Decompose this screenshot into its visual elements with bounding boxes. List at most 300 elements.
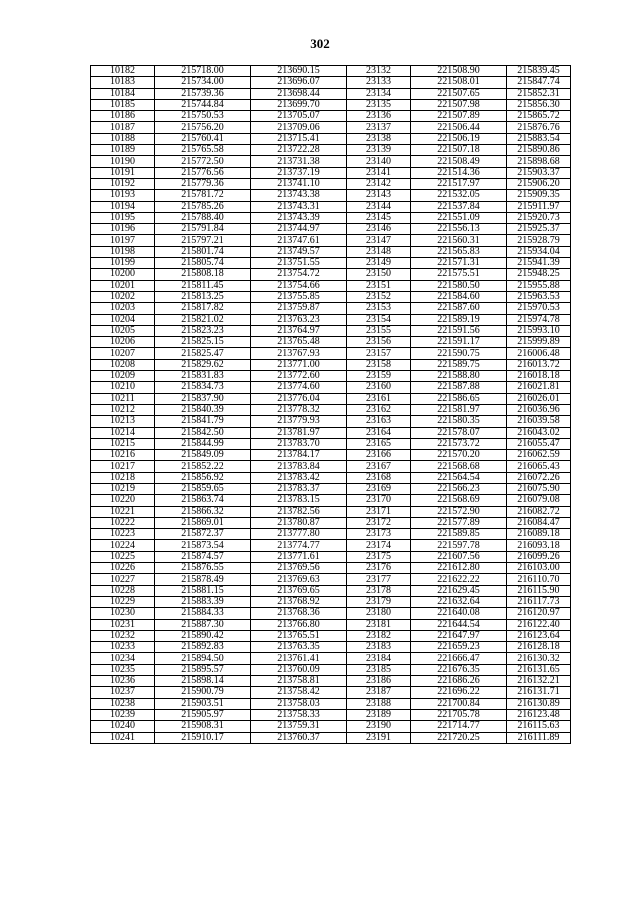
y-coordinate-right-cell: 215948.25 <box>507 269 571 280</box>
x-coordinate-left-cell: 215844.99 <box>155 438 251 449</box>
y-coordinate-left-cell: 213741.10 <box>251 178 347 189</box>
y-coordinate-left-cell: 213783.84 <box>251 461 347 472</box>
point-number-right-cell: 23140 <box>347 156 411 167</box>
table-row <box>91 133 571 144</box>
point-number-left-cell: 10209 <box>91 371 155 382</box>
point-number-right-cell: 23165 <box>347 438 411 449</box>
table-row <box>91 619 571 630</box>
point-number-left-cell: 10226 <box>91 563 155 574</box>
table-row <box>91 472 571 483</box>
y-coordinate-left-cell: 213709.06 <box>251 122 347 133</box>
point-number-right-cell: 23134 <box>347 88 411 99</box>
x-coordinate-right-cell: 221508.01 <box>411 77 507 88</box>
x-coordinate-right-cell: 221560.31 <box>411 235 507 246</box>
x-coordinate-left-cell: 215750.53 <box>155 111 251 122</box>
point-number-right-cell: 23171 <box>347 506 411 517</box>
x-coordinate-left-cell: 215834.73 <box>155 382 251 393</box>
x-coordinate-right-cell: 221591.17 <box>411 337 507 348</box>
table-row <box>91 698 571 709</box>
table-row <box>91 642 571 653</box>
x-coordinate-left-cell: 215765.58 <box>155 145 251 156</box>
y-coordinate-right-cell: 216043.02 <box>507 427 571 438</box>
x-coordinate-right-cell: 221575.51 <box>411 269 507 280</box>
y-coordinate-right-cell: 215876.76 <box>507 122 571 133</box>
point-number-right-cell: 23190 <box>347 721 411 732</box>
y-coordinate-left-cell: 213722.28 <box>251 145 347 156</box>
point-number-right-cell: 23175 <box>347 551 411 562</box>
x-coordinate-right-cell: 221566.23 <box>411 483 507 494</box>
y-coordinate-right-cell: 216021.81 <box>507 382 571 393</box>
point-number-left-cell: 10215 <box>91 438 155 449</box>
x-coordinate-left-cell: 215849.09 <box>155 450 251 461</box>
x-coordinate-right-cell: 221532.05 <box>411 190 507 201</box>
y-coordinate-right-cell: 215906.20 <box>507 178 571 189</box>
x-coordinate-right-cell: 221597.78 <box>411 540 507 551</box>
x-coordinate-right-cell: 221590.75 <box>411 348 507 359</box>
x-coordinate-right-cell: 221589.75 <box>411 359 507 370</box>
point-number-left-cell: 10211 <box>91 393 155 404</box>
y-coordinate-right-cell: 215911.97 <box>507 201 571 212</box>
y-coordinate-left-cell: 213769.65 <box>251 585 347 596</box>
x-coordinate-left-cell: 215881.15 <box>155 585 251 596</box>
table-row <box>91 732 571 743</box>
y-coordinate-right-cell: 216130.32 <box>507 653 571 664</box>
table-row <box>91 77 571 88</box>
point-number-left-cell: 10192 <box>91 178 155 189</box>
x-coordinate-right-cell: 221578.07 <box>411 427 507 438</box>
x-coordinate-right-cell: 221508.49 <box>411 156 507 167</box>
y-coordinate-right-cell: 216123.64 <box>507 630 571 641</box>
x-coordinate-left-cell: 215801.74 <box>155 246 251 257</box>
y-coordinate-right-cell: 215847.74 <box>507 77 571 88</box>
point-number-right-cell: 23188 <box>347 698 411 709</box>
table-row <box>91 359 571 370</box>
point-number-left-cell: 10184 <box>91 88 155 99</box>
point-number-right-cell: 23177 <box>347 574 411 585</box>
x-coordinate-left-cell: 215884.33 <box>155 608 251 619</box>
point-number-left-cell: 10203 <box>91 303 155 314</box>
y-coordinate-left-cell: 213715.41 <box>251 133 347 144</box>
x-coordinate-right-cell: 221564.54 <box>411 472 507 483</box>
y-coordinate-left-cell: 213768.36 <box>251 608 347 619</box>
x-coordinate-left-cell: 215856.92 <box>155 472 251 483</box>
y-coordinate-right-cell: 215934.04 <box>507 246 571 257</box>
x-coordinate-left-cell: 215813.25 <box>155 291 251 302</box>
x-coordinate-left-cell: 215808.18 <box>155 269 251 280</box>
point-number-right-cell: 23145 <box>347 212 411 223</box>
y-coordinate-left-cell: 213758.03 <box>251 698 347 709</box>
x-coordinate-right-cell: 221570.20 <box>411 450 507 461</box>
point-number-right-cell: 23186 <box>347 676 411 687</box>
y-coordinate-left-cell: 213743.31 <box>251 201 347 212</box>
y-coordinate-right-cell: 215898.68 <box>507 156 571 167</box>
point-number-left-cell: 10214 <box>91 427 155 438</box>
x-coordinate-left-cell: 215908.31 <box>155 721 251 732</box>
y-coordinate-right-cell: 215955.88 <box>507 280 571 291</box>
y-coordinate-right-cell: 216075.90 <box>507 483 571 494</box>
y-coordinate-left-cell: 213783.42 <box>251 472 347 483</box>
point-number-right-cell: 23162 <box>347 404 411 415</box>
table-row <box>91 246 571 257</box>
x-coordinate-right-cell: 221556.13 <box>411 224 507 235</box>
x-coordinate-left-cell: 215876.55 <box>155 563 251 574</box>
point-number-right-cell: 23147 <box>347 235 411 246</box>
x-coordinate-right-cell: 221589.19 <box>411 314 507 325</box>
point-number-right-cell: 23189 <box>347 709 411 720</box>
y-coordinate-left-cell: 213769.63 <box>251 574 347 585</box>
y-coordinate-right-cell: 215941.39 <box>507 258 571 269</box>
y-coordinate-left-cell: 213760.09 <box>251 664 347 675</box>
y-coordinate-right-cell: 216084.47 <box>507 517 571 528</box>
y-coordinate-right-cell: 216131.71 <box>507 687 571 698</box>
table-row <box>91 303 571 314</box>
x-coordinate-left-cell: 215873.54 <box>155 540 251 551</box>
point-number-right-cell: 23185 <box>347 664 411 675</box>
x-coordinate-right-cell: 221565.83 <box>411 246 507 257</box>
y-coordinate-left-cell: 213699.70 <box>251 99 347 110</box>
point-number-left-cell: 10185 <box>91 99 155 110</box>
y-coordinate-left-cell: 213690.15 <box>251 66 347 77</box>
y-coordinate-right-cell: 216062.59 <box>507 450 571 461</box>
table-row <box>91 201 571 212</box>
point-number-left-cell: 10232 <box>91 630 155 641</box>
point-number-right-cell: 23176 <box>347 563 411 574</box>
x-coordinate-left-cell: 215825.47 <box>155 348 251 359</box>
point-number-left-cell: 10210 <box>91 382 155 393</box>
x-coordinate-right-cell: 221607.56 <box>411 551 507 562</box>
x-coordinate-left-cell: 215744.84 <box>155 99 251 110</box>
point-number-right-cell: 23180 <box>347 608 411 619</box>
x-coordinate-left-cell: 215791.84 <box>155 224 251 235</box>
x-coordinate-left-cell: 215840.39 <box>155 404 251 415</box>
point-number-right-cell: 23173 <box>347 529 411 540</box>
x-coordinate-right-cell: 221666.47 <box>411 653 507 664</box>
y-coordinate-left-cell: 213743.39 <box>251 212 347 223</box>
point-number-right-cell: 23166 <box>347 450 411 461</box>
point-number-right-cell: 23179 <box>347 596 411 607</box>
x-coordinate-right-cell: 221517.97 <box>411 178 507 189</box>
y-coordinate-left-cell: 213754.66 <box>251 280 347 291</box>
y-coordinate-right-cell: 216082.72 <box>507 506 571 517</box>
x-coordinate-right-cell: 221580.50 <box>411 280 507 291</box>
point-number-left-cell: 10221 <box>91 506 155 517</box>
table-row <box>91 574 571 585</box>
table-row <box>91 258 571 269</box>
x-coordinate-left-cell: 215785.26 <box>155 201 251 212</box>
x-coordinate-left-cell: 215883.39 <box>155 596 251 607</box>
point-number-left-cell: 10213 <box>91 416 155 427</box>
x-coordinate-right-cell: 221696.22 <box>411 687 507 698</box>
table-row <box>91 325 571 336</box>
point-number-left-cell: 10234 <box>91 653 155 664</box>
y-coordinate-left-cell: 213774.60 <box>251 382 347 393</box>
y-coordinate-left-cell: 213755.85 <box>251 291 347 302</box>
point-number-right-cell: 23164 <box>347 427 411 438</box>
x-coordinate-right-cell: 221676.35 <box>411 664 507 675</box>
table-row <box>91 382 571 393</box>
x-coordinate-right-cell: 221714.77 <box>411 721 507 732</box>
x-coordinate-left-cell: 215772.50 <box>155 156 251 167</box>
y-coordinate-right-cell: 216128.18 <box>507 642 571 653</box>
y-coordinate-right-cell: 215903.37 <box>507 167 571 178</box>
point-number-left-cell: 10241 <box>91 732 155 743</box>
point-number-left-cell: 10219 <box>91 483 155 494</box>
x-coordinate-right-cell: 221568.69 <box>411 495 507 506</box>
x-coordinate-right-cell: 221647.97 <box>411 630 507 641</box>
point-number-left-cell: 10205 <box>91 325 155 336</box>
x-coordinate-left-cell: 215788.40 <box>155 212 251 223</box>
y-coordinate-right-cell: 216013.72 <box>507 359 571 370</box>
point-number-right-cell: 23156 <box>347 337 411 348</box>
table-row <box>91 495 571 506</box>
coordinates-table <box>90 65 571 744</box>
x-coordinate-left-cell: 215895.57 <box>155 664 251 675</box>
x-coordinate-right-cell: 221551.09 <box>411 212 507 223</box>
table-row <box>91 314 571 325</box>
x-coordinate-right-cell: 221572.90 <box>411 506 507 517</box>
x-coordinate-right-cell: 221577.89 <box>411 517 507 528</box>
y-coordinate-right-cell: 215839.45 <box>507 66 571 77</box>
point-number-left-cell: 10191 <box>91 167 155 178</box>
x-coordinate-right-cell: 221508.90 <box>411 66 507 77</box>
y-coordinate-left-cell: 213705.07 <box>251 111 347 122</box>
point-number-left-cell: 10187 <box>91 122 155 133</box>
y-coordinate-right-cell: 216115.63 <box>507 721 571 732</box>
y-coordinate-left-cell: 213744.97 <box>251 224 347 235</box>
y-coordinate-left-cell: 213780.87 <box>251 517 347 528</box>
x-coordinate-right-cell: 221632.64 <box>411 596 507 607</box>
y-coordinate-right-cell: 216110.70 <box>507 574 571 585</box>
x-coordinate-left-cell: 215779.36 <box>155 178 251 189</box>
point-number-right-cell: 23142 <box>347 178 411 189</box>
table-row <box>91 269 571 280</box>
table-row <box>91 630 571 641</box>
point-number-right-cell: 23144 <box>347 201 411 212</box>
y-coordinate-right-cell: 216103.00 <box>507 563 571 574</box>
y-coordinate-right-cell: 216111.89 <box>507 732 571 743</box>
x-coordinate-left-cell: 215776.56 <box>155 167 251 178</box>
table-row <box>91 235 571 246</box>
coordinates-table-body <box>91 66 571 744</box>
y-coordinate-left-cell: 213777.80 <box>251 529 347 540</box>
point-number-left-cell: 10208 <box>91 359 155 370</box>
x-coordinate-left-cell: 215823.23 <box>155 325 251 336</box>
table-row <box>91 291 571 302</box>
x-coordinate-left-cell: 215821.02 <box>155 314 251 325</box>
y-coordinate-left-cell: 213758.33 <box>251 709 347 720</box>
y-coordinate-left-cell: 213776.04 <box>251 393 347 404</box>
point-number-right-cell: 23153 <box>347 303 411 314</box>
y-coordinate-right-cell: 216039.58 <box>507 416 571 427</box>
point-number-left-cell: 10204 <box>91 314 155 325</box>
point-number-right-cell: 23174 <box>347 540 411 551</box>
x-coordinate-left-cell: 215842.50 <box>155 427 251 438</box>
point-number-left-cell: 10235 <box>91 664 155 675</box>
y-coordinate-left-cell: 213778.32 <box>251 404 347 415</box>
point-number-right-cell: 23154 <box>347 314 411 325</box>
y-coordinate-left-cell: 213766.80 <box>251 619 347 630</box>
point-number-left-cell: 10218 <box>91 472 155 483</box>
point-number-left-cell: 10233 <box>91 642 155 653</box>
table-row <box>91 111 571 122</box>
point-number-right-cell: 23143 <box>347 190 411 201</box>
x-coordinate-right-cell: 221507.98 <box>411 99 507 110</box>
table-row <box>91 563 571 574</box>
x-coordinate-left-cell: 215805.74 <box>155 258 251 269</box>
point-number-right-cell: 23138 <box>347 133 411 144</box>
x-coordinate-right-cell: 221581.97 <box>411 404 507 415</box>
table-row <box>91 438 571 449</box>
x-coordinate-right-cell: 221629.45 <box>411 585 507 596</box>
table-row <box>91 608 571 619</box>
table-row <box>91 122 571 133</box>
table-row <box>91 280 571 291</box>
y-coordinate-left-cell: 213737.19 <box>251 167 347 178</box>
point-number-right-cell: 23152 <box>347 291 411 302</box>
x-coordinate-right-cell: 221612.80 <box>411 563 507 574</box>
point-number-right-cell: 23158 <box>347 359 411 370</box>
table-row <box>91 676 571 687</box>
point-number-right-cell: 23151 <box>347 280 411 291</box>
y-coordinate-left-cell: 213759.31 <box>251 721 347 732</box>
point-number-left-cell: 10198 <box>91 246 155 257</box>
y-coordinate-right-cell: 216120.97 <box>507 608 571 619</box>
table-row <box>91 145 571 156</box>
y-coordinate-left-cell: 213743.38 <box>251 190 347 201</box>
point-number-right-cell: 23184 <box>347 653 411 664</box>
y-coordinate-left-cell: 213783.15 <box>251 495 347 506</box>
table-row <box>91 224 571 235</box>
point-number-left-cell: 10236 <box>91 676 155 687</box>
y-coordinate-left-cell: 213764.97 <box>251 325 347 336</box>
x-coordinate-left-cell: 215760.41 <box>155 133 251 144</box>
x-coordinate-left-cell: 215894.50 <box>155 653 251 664</box>
point-number-right-cell: 23187 <box>347 687 411 698</box>
y-coordinate-right-cell: 216093.18 <box>507 540 571 551</box>
point-number-left-cell: 10228 <box>91 585 155 596</box>
x-coordinate-right-cell: 221720.25 <box>411 732 507 743</box>
table-row <box>91 178 571 189</box>
y-coordinate-left-cell: 213782.56 <box>251 506 347 517</box>
point-number-left-cell: 10186 <box>91 111 155 122</box>
x-coordinate-right-cell: 221573.72 <box>411 438 507 449</box>
point-number-left-cell: 10227 <box>91 574 155 585</box>
point-number-left-cell: 10229 <box>91 596 155 607</box>
point-number-left-cell: 10201 <box>91 280 155 291</box>
y-coordinate-right-cell: 215974.78 <box>507 314 571 325</box>
y-coordinate-left-cell: 213698.44 <box>251 88 347 99</box>
point-number-right-cell: 23167 <box>347 461 411 472</box>
table-row <box>91 596 571 607</box>
table-row <box>91 337 571 348</box>
y-coordinate-left-cell: 213758.81 <box>251 676 347 687</box>
x-coordinate-left-cell: 215903.51 <box>155 698 251 709</box>
page-number: 302 <box>310 36 330 51</box>
x-coordinate-right-cell: 221506.19 <box>411 133 507 144</box>
table-row <box>91 653 571 664</box>
x-coordinate-right-cell: 221507.89 <box>411 111 507 122</box>
point-number-right-cell: 23149 <box>347 258 411 269</box>
point-number-left-cell: 10193 <box>91 190 155 201</box>
point-number-right-cell: 23150 <box>347 269 411 280</box>
table-row <box>91 506 571 517</box>
x-coordinate-left-cell: 215811.45 <box>155 280 251 291</box>
point-number-right-cell: 23169 <box>347 483 411 494</box>
point-number-right-cell: 23172 <box>347 517 411 528</box>
y-coordinate-left-cell: 213767.93 <box>251 348 347 359</box>
y-coordinate-left-cell: 213761.41 <box>251 653 347 664</box>
x-coordinate-left-cell: 215829.62 <box>155 359 251 370</box>
y-coordinate-right-cell: 216018.18 <box>507 371 571 382</box>
y-coordinate-right-cell: 215883.54 <box>507 133 571 144</box>
y-coordinate-right-cell: 216089.18 <box>507 529 571 540</box>
x-coordinate-left-cell: 215852.22 <box>155 461 251 472</box>
point-number-left-cell: 10199 <box>91 258 155 269</box>
table-row <box>91 461 571 472</box>
y-coordinate-left-cell: 213731.38 <box>251 156 347 167</box>
y-coordinate-right-cell: 216036.96 <box>507 404 571 415</box>
table-row <box>91 156 571 167</box>
point-number-right-cell: 23141 <box>347 167 411 178</box>
point-number-left-cell: 10200 <box>91 269 155 280</box>
point-number-right-cell: 23183 <box>347 642 411 653</box>
point-number-left-cell: 10216 <box>91 450 155 461</box>
x-coordinate-left-cell: 215887.30 <box>155 619 251 630</box>
x-coordinate-left-cell: 215890.42 <box>155 630 251 641</box>
y-coordinate-right-cell: 216117.73 <box>507 596 571 607</box>
point-number-right-cell: 23157 <box>347 348 411 359</box>
x-coordinate-left-cell: 215863.74 <box>155 495 251 506</box>
point-number-left-cell: 10190 <box>91 156 155 167</box>
point-number-left-cell: 10223 <box>91 529 155 540</box>
y-coordinate-right-cell: 215963.53 <box>507 291 571 302</box>
point-number-left-cell: 10222 <box>91 517 155 528</box>
y-coordinate-right-cell: 216006.48 <box>507 348 571 359</box>
y-coordinate-right-cell: 216122.40 <box>507 619 571 630</box>
x-coordinate-left-cell: 215817.82 <box>155 303 251 314</box>
table-row <box>91 664 571 675</box>
y-coordinate-left-cell: 213783.37 <box>251 483 347 494</box>
table-row <box>91 348 571 359</box>
y-coordinate-left-cell: 213765.51 <box>251 630 347 641</box>
x-coordinate-right-cell: 221507.18 <box>411 145 507 156</box>
y-coordinate-left-cell: 213696.07 <box>251 77 347 88</box>
y-coordinate-left-cell: 213768.92 <box>251 596 347 607</box>
y-coordinate-left-cell: 213771.61 <box>251 551 347 562</box>
y-coordinate-right-cell: 215993.10 <box>507 325 571 336</box>
x-coordinate-right-cell: 221640.08 <box>411 608 507 619</box>
point-number-left-cell: 10195 <box>91 212 155 223</box>
y-coordinate-left-cell: 213763.23 <box>251 314 347 325</box>
y-coordinate-left-cell: 213749.57 <box>251 246 347 257</box>
table-row <box>91 393 571 404</box>
x-coordinate-right-cell: 221586.65 <box>411 393 507 404</box>
x-coordinate-left-cell: 215878.49 <box>155 574 251 585</box>
x-coordinate-left-cell: 215734.00 <box>155 77 251 88</box>
point-number-left-cell: 10189 <box>91 145 155 156</box>
x-coordinate-right-cell: 221507.65 <box>411 88 507 99</box>
y-coordinate-right-cell: 215970.53 <box>507 303 571 314</box>
table-row <box>91 540 571 551</box>
y-coordinate-right-cell: 215928.79 <box>507 235 571 246</box>
x-coordinate-right-cell: 221506.44 <box>411 122 507 133</box>
point-number-left-cell: 10202 <box>91 291 155 302</box>
point-number-left-cell: 10207 <box>91 348 155 359</box>
point-number-left-cell: 10196 <box>91 224 155 235</box>
y-coordinate-left-cell: 213774.77 <box>251 540 347 551</box>
y-coordinate-left-cell: 213781.97 <box>251 427 347 438</box>
point-number-right-cell: 23160 <box>347 382 411 393</box>
